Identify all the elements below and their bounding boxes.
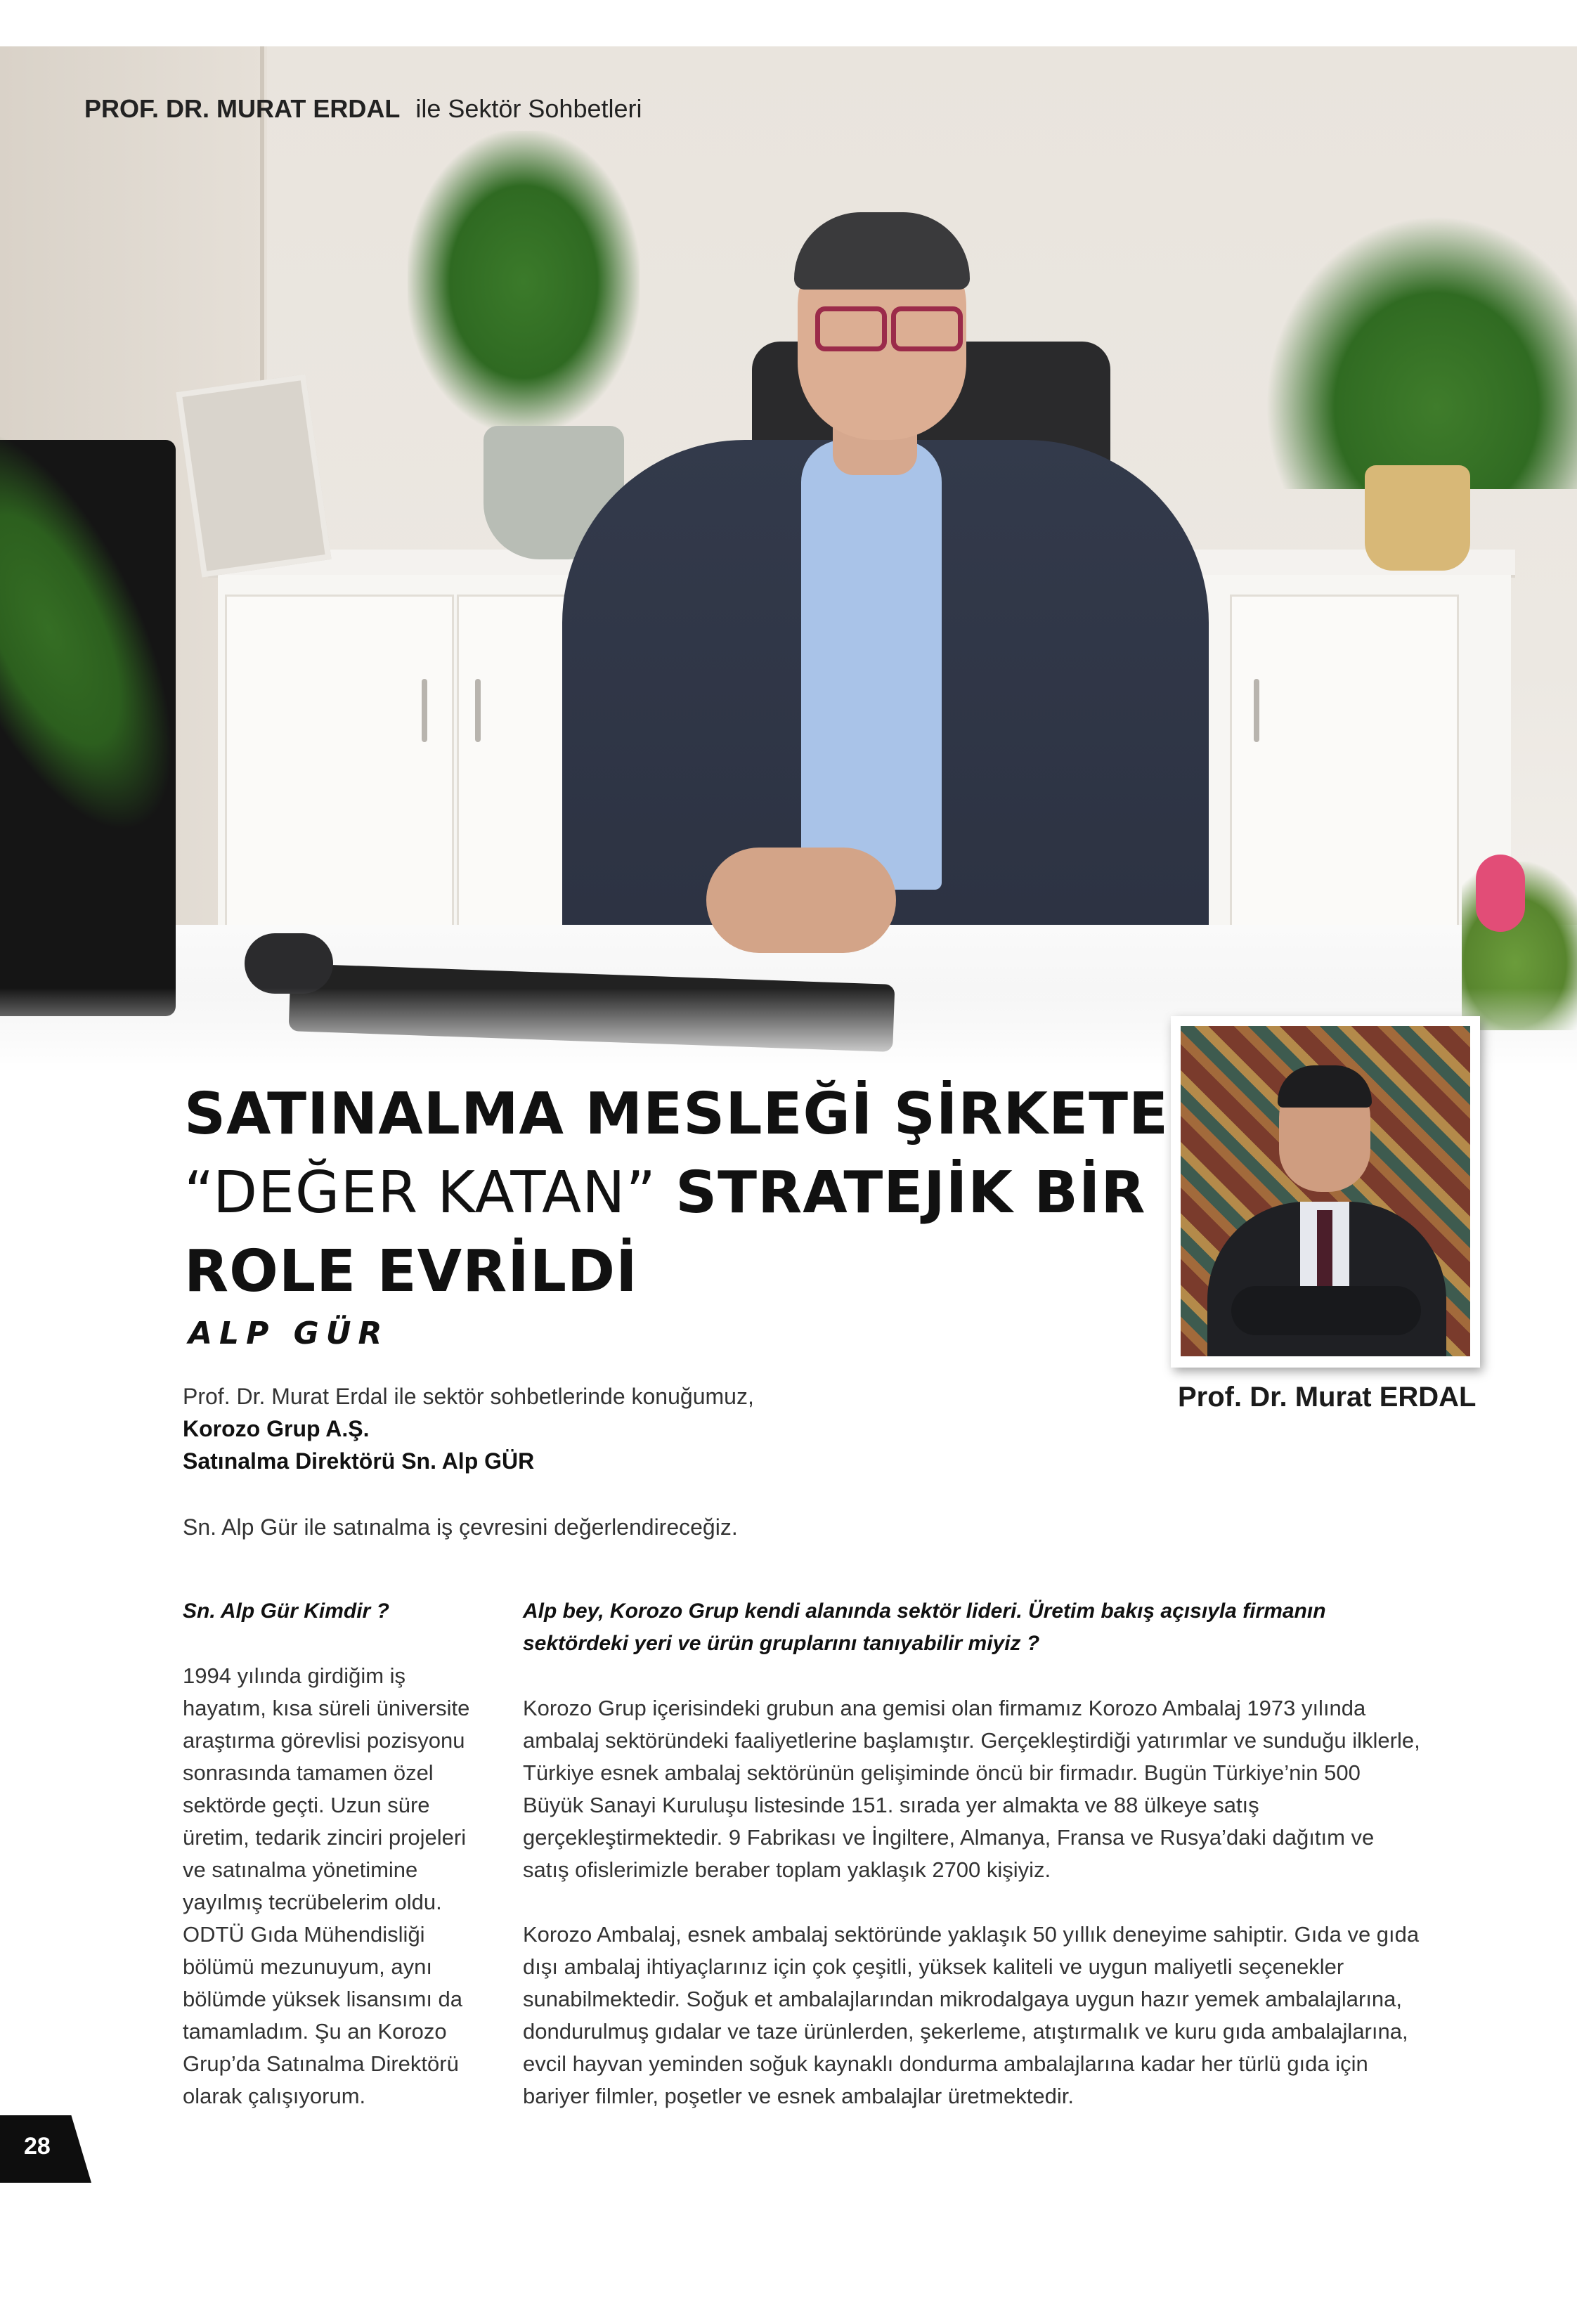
cabinet-handle bbox=[475, 679, 481, 742]
author-byline: ALP GÜR bbox=[188, 1316, 389, 1351]
cabinet-door bbox=[225, 595, 454, 964]
hero-photo bbox=[0, 46, 1577, 1072]
portrait-arms bbox=[1231, 1286, 1421, 1335]
headline-line-2-bold: STRATEJİK BİR bbox=[675, 1160, 1146, 1226]
intro-title: Satınalma Direktörü Sn. Alp GÜR bbox=[183, 1448, 535, 1474]
answer-who: 1994 yılında girdiğim iş hayatım, kısa süreli üniversite araştırma görevlisi pozisyonu sonrasında tamamen özel sektörde geçti. Uzun süre üretim, tedarik zinciri projeleri ve satınalma yönetimine yayılmış tecrübelerim oldu. ODTÜ Gıda Mühendisliği bölümü mezunuyum, aynı bölümde yüksek lisansımı da tamamladım. Şu an Korozo Grup’da Satınalma Direktörü olarak çalışıyorum. bbox=[183, 1663, 470, 2108]
question-company: Alp bey, Korozo Grup kendi alanında sektör lideri. Üretim bakış açısıyla firmanın sektördeki yeri ve ürün gruplarını tanıyabilir miyiz ? bbox=[523, 1599, 1326, 1655]
person-hands bbox=[706, 848, 896, 953]
portrait-tie bbox=[1317, 1210, 1332, 1294]
headline-line-2 bbox=[184, 1154, 1182, 1233]
portrait-caption: Prof. Dr. Murat ERDAL bbox=[1178, 1382, 1477, 1413]
portrait-hair bbox=[1278, 1065, 1372, 1108]
potted-plant bbox=[1265, 215, 1577, 489]
person-shirt bbox=[801, 440, 942, 890]
question-who: Sn. Alp Gür Kimdir ? bbox=[183, 1599, 389, 1623]
glasses-icon bbox=[815, 306, 887, 351]
person-hair bbox=[794, 212, 970, 290]
headline-quote: “DEĞER KATAN” bbox=[184, 1160, 657, 1226]
page-number: 28 bbox=[24, 2133, 51, 2160]
computer-mouse bbox=[245, 933, 333, 994]
header-series: ile Sektör Sohbetleri bbox=[415, 94, 642, 123]
header-name: PROF. DR. MURAT ERDAL bbox=[84, 94, 401, 123]
answer-paragraph-2: Korozo Ambalaj, esnek ambalaj sektöründe yaklaşık 50 yıllık deneyime sahiptir. Gıda ve gıda dışı ambalaj ihtiyaçlarınız için çok çeşitli, yüksek kaliteli ve uygun maliyetli seçenekler sunabilmektedir. Soğuk et ambalajlarından mikrodalgaya uygun hazır yemek ambalajlarına, dondurulmuş gıdalar ve taze ürünlerden, şekerleme, atıştırmalık ve kuru gıda ambalajlarına, evcil hayvan yeminden soğuk kaynaklı dondurma ambalajlarına kadar her türlü gıda için bariyer filmler, poşetler ve esnek ambalajlar üretmektedir. bbox=[523, 1922, 1420, 2108]
picture-frame bbox=[176, 374, 331, 577]
intro-note: Sn. Alp Gür ile satınalma iş çevresini değerlendireceğiz. bbox=[183, 1514, 738, 1540]
headline-line-3: ROLE EVRİLDİ bbox=[184, 1238, 638, 1305]
intro-company: Korozo Grup A.Ş. bbox=[183, 1416, 370, 1441]
left-column bbox=[183, 1595, 485, 2112]
top-margin bbox=[0, 0, 1577, 46]
running-header bbox=[84, 94, 642, 124]
right-column bbox=[523, 1595, 1422, 2112]
portrait-photo bbox=[1181, 1026, 1470, 1356]
glasses-icon bbox=[891, 306, 963, 351]
cabinet-handle bbox=[422, 679, 427, 742]
cabinet-handle bbox=[1254, 679, 1259, 742]
bonsai-plant bbox=[408, 131, 640, 433]
portrait-frame bbox=[1171, 1016, 1480, 1368]
cabinet-door bbox=[1230, 595, 1459, 964]
headline bbox=[184, 1075, 1182, 1311]
cactus-flower bbox=[1476, 855, 1525, 932]
plant-pot bbox=[1365, 465, 1470, 571]
answer-paragraph-1: Korozo Grup içerisindeki grubun ana gemisi olan firmamız Korozo Ambalaj 1973 yılında ambalaj sektöründeki faaliyetlerine başlamıştır. Gerçekleştirdiği yatırımlar ve sunduğu ilklerle, Türkiye esnek ambalaj sektörünün gelişiminde öncü bir firmadır. Bugün Türkiye’nin 500 Büyük Sanayi Kuruluşu listesinde 151. sırada yer almakta ve 88 ülkeye satış gerçekleştirmektedir. 9 Fabrikası ve İngiltere, Almanya, Fransa ve Rusya’daki dağıtım ve satış ofislerimizle beraber toplam yaklaşık 2700 kişiyiz. bbox=[523, 1696, 1420, 1882]
intro bbox=[183, 1380, 1167, 1477]
intro-line: Prof. Dr. Murat Erdal ile sektör sohbetlerinde konuğumuz, bbox=[183, 1384, 754, 1409]
headline-line-1: SATINALMA MESLEĞİ ŞİRKETE bbox=[184, 1081, 1169, 1148]
